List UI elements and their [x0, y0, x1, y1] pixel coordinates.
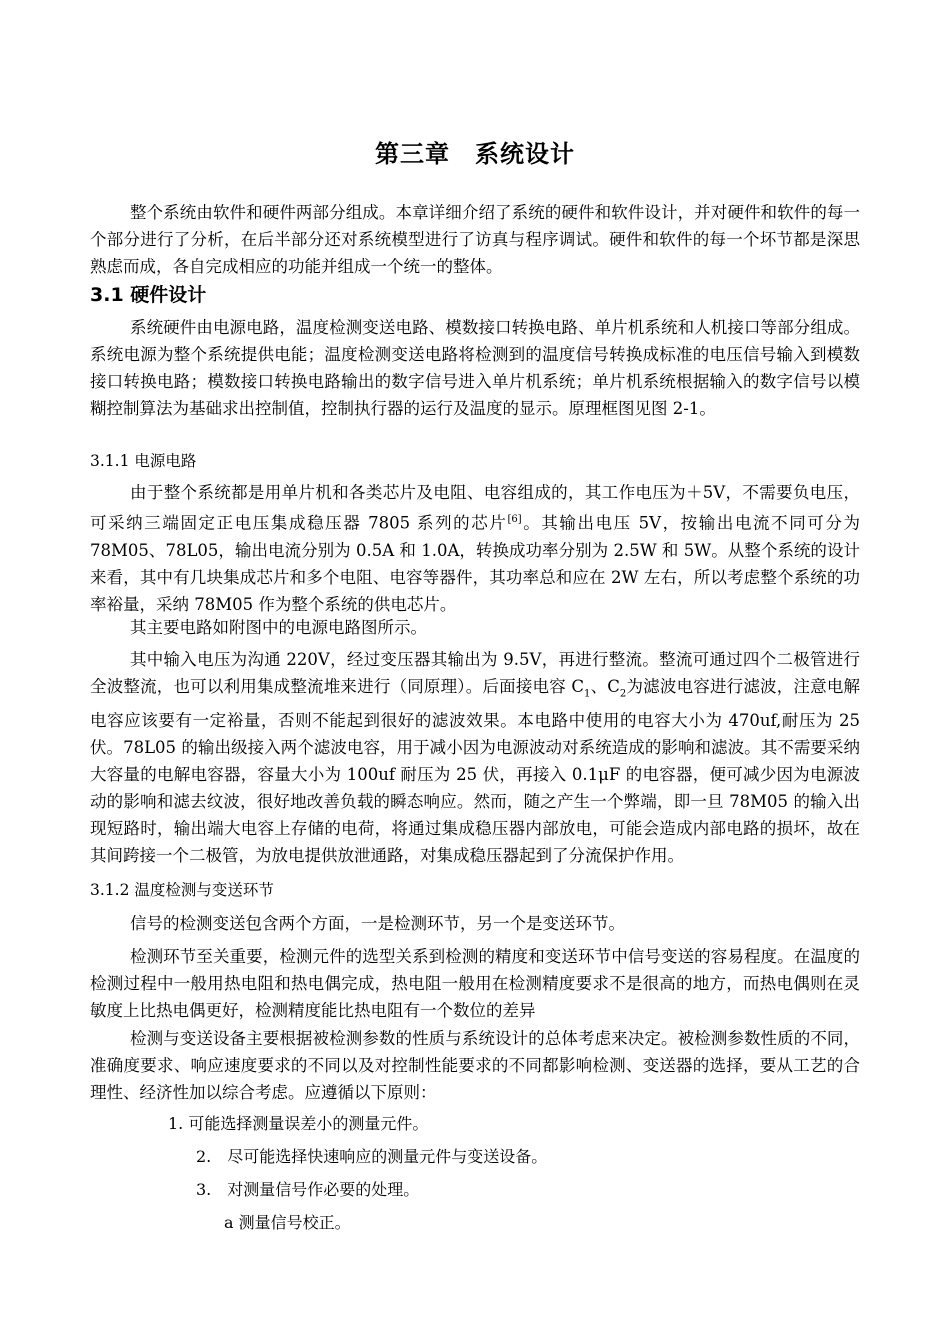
- section-3-1-block: [90, 314, 860, 422]
- power-paragraph-3: [90, 646, 860, 869]
- power-p3-text-a: 其中输入电压为沟通 220V，经过变压器其输出为 9.5V，再进行整流。整流可通过四个二极管进行全波整流，也可以利用集成整流堆来进行（同原理）。后面接电容 C: [90, 650, 860, 696]
- detection-paragraph-2: 检测环节至关重要，检测元件的选型关系到检测的精度和变送环节中信号变送的容易程度。在温度的检测过程中一般用热电阻和热电偶完成，热电阻一般用在检测精度要求不是很高的地方，而热电偶则在灵敏度上比热电偶更好，检测精度能比热电阻有一个数位的差异: [90, 947, 860, 1020]
- detection-paragraph-3-block: [90, 1025, 860, 1106]
- c2-subscript: 2: [619, 688, 627, 700]
- citation-ref: [6]: [507, 514, 522, 525]
- intro-paragraph: 整个系统由软件和硬件两部分组成。本章详细介绍了系统的硬件和软件设计，并对硬件和软件的每一个部分进行了分析，在后半部分还对系统模型进行了访真与程序调试。硬件和软件的每一个坏节都是深思熟虑而成，各自完成相应的功能并组成一个统一的整体。: [90, 203, 860, 276]
- power-p1-text-a: 由于整个系统都是用单片机和各类芯片及电阻、电容组成的，其工作电压为＋5V，不需要负电压，可采纳三端固定正电压集成稳压器 7805 系列的芯片: [90, 483, 860, 533]
- detection-paragraph-3: 检测与变送设备主要根据被检测参数的性质与系统设计的总体考虑来决定。被检测参数性质的不同，准确度要求、响应速度要求的不同以及对控制性能要求的不同都影响检测、变送器的选择，要从工艺的合理性、经济性加以综合考虑。应遵循以下原则：: [90, 1029, 860, 1102]
- list-item-3a: a 测量信号校正。: [224, 1213, 351, 1232]
- power-p3-text-b: 为滤波电容进行滤波，注意电解电容应该要有一定裕量，否则不能起到很好的滤波效果。本电路中使用的电容大小为 470uf,耐压为 25 伏。78L05 的输出级接入两个滤波电容，用于减小因为电源波动对系统造成的影响和滤波。其不需要采纳大容量的电解电容器，容量大小为 100uf 耐压为 25 伏，再接入 0.1μF 的电容器，便可减少因为电源波动的影响和滤去纹波，很好地改善负载的瞬态响应。然而，随之产生一个弊端，即一旦 78M05 的输入出现短路时，输出端大电容上存储的电荷，将通过集成稳压器内部放电，可能会造成内部电路的损坏，故在其间跨接一个二极管，为放电提供放泄通路，对集成稳压器起到了分流保护作用。: [90, 677, 861, 866]
- power-paragraph-2: 其主要电路如附图中的电源电路图所示。: [130, 618, 427, 637]
- power-paragraph-1: [90, 479, 860, 618]
- detection-paragraph-1-block: [90, 910, 860, 937]
- power-paragraph-2-block: [90, 614, 860, 641]
- power-p1-text-b: 。其输出电压 5V，按输出电流不同可分为 78M05、78L05，输出电流分别为 0.5A 和 1.0A，转换成功率分别为 2.5W 和 5W。从整个系统的设计来看，其中有几块集成芯片和多个电阻、电容等器件，其功率总和应在 2W 左右，所以考虑整个系统的功率裕量，采纳 78M05 作为整个系统的供电芯片。: [90, 513, 860, 614]
- section-3-1-2-heading: 3.1.2 温度检测与变送环节: [90, 881, 274, 899]
- detection-paragraph-2-block: [90, 943, 860, 1024]
- list-item-2: 2. 尽可能选择快速响应的测量元件与变送设备。: [196, 1147, 548, 1166]
- hardware-paragraph: 系统硬件由电源电路，温度检测变送电路、模数接口转换电路、单片机系统和人机接口等部分组成。系统电源为整个系统提供电能；温度检测变送电路将检测到的温度信号转换成标准的电压信号输入到模数接口转换电路；模数接口转换电路输出的数字信号进入单片机系统；单片机系统根据输入的数字信号以模糊控制算法为基础求出控制值，控制执行器的运行及温度的显示。原理框图见图 2-1。: [90, 318, 860, 418]
- section-3-1-1-heading: 3.1.1 电源电路: [90, 452, 197, 470]
- chapter-title: 第三章 系统设计: [375, 140, 575, 168]
- intro-block: [90, 199, 860, 280]
- list-item-1: 1. 可能选择测量误差小的测量元件。: [168, 1114, 429, 1133]
- detection-paragraph-1: 信号的检测变送包含两个方面，一是检测环节，另一个是变送环节。: [130, 914, 625, 933]
- c1-subscript: 1: [584, 688, 591, 700]
- list-item-3: 3. 对测量信号作必要的处理。: [196, 1180, 420, 1199]
- power-p3-text-mid: 、C: [590, 677, 620, 696]
- section-3-1-1-block: [90, 479, 860, 618]
- section-3-1-heading: 3.1 硬件设计: [90, 284, 207, 306]
- power-paragraph-3-block: [90, 646, 860, 869]
